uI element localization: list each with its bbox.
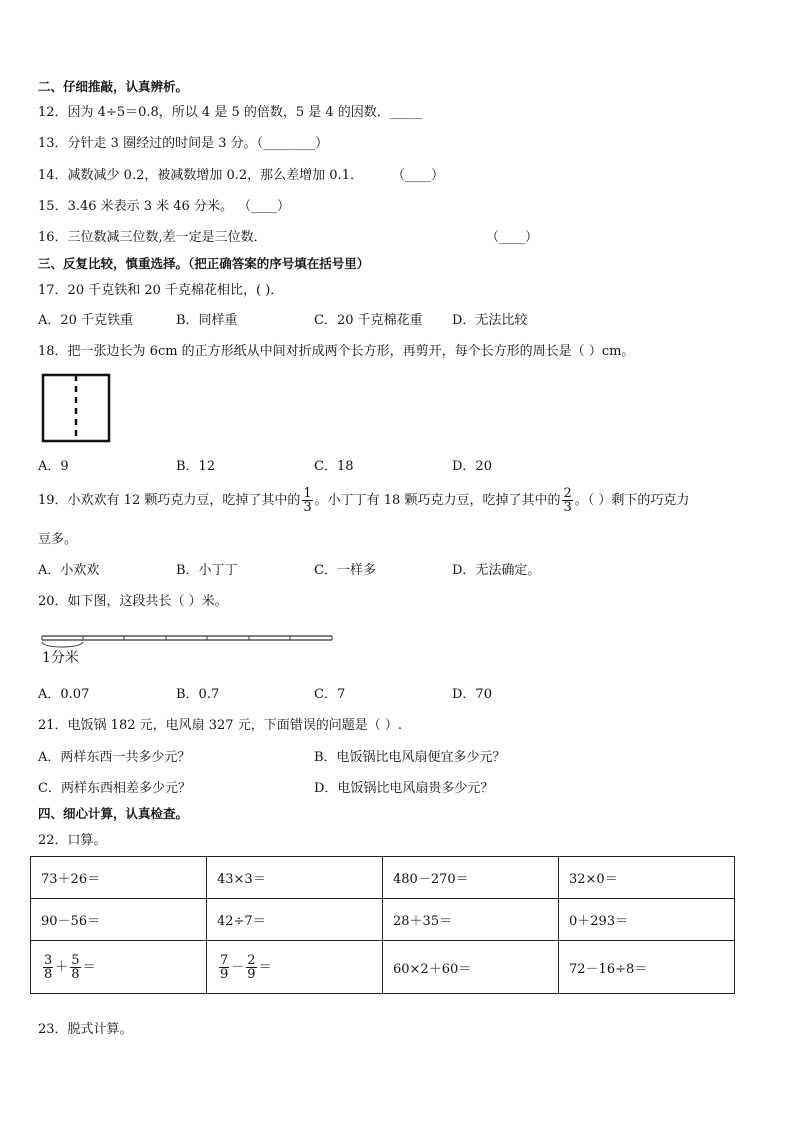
question-19 <box>38 484 689 518</box>
question-22: 22．口算。 <box>38 833 107 848</box>
q21-option-a: A．两样东西一共多少元？ <box>38 750 191 765</box>
q18-option-b: B．12 <box>176 459 216 474</box>
q20-option-d: D．70 <box>452 687 492 702</box>
q20-option-b: B．0.7 <box>176 687 220 702</box>
q17-option-c: C．20 千克棉花重 <box>314 313 423 328</box>
section-3-heading: 三、反复比较，慎重选择。（把正确答案的序号填在括号里） <box>38 256 370 271</box>
fraction-one-third: $\frac{1}{3}$ <box>303 486 312 515</box>
question-17: 17．20 千克铁和 20 千克棉花相比，( )． <box>38 283 284 298</box>
q20-option-c: C．7 <box>314 687 346 702</box>
q17-option-b: B．同样重 <box>176 313 238 328</box>
q19-option-b: B．小丁丁 <box>176 563 238 578</box>
question-16-blank: （____） <box>486 230 539 245</box>
table-cell: 28＋35＝ <box>383 899 559 941</box>
table-cell: 72－16÷8＝ <box>559 941 735 994</box>
question-18: 18．把一张边长为 6cm 的正方形纸从中间对折成两个长方形，再剪开，每个长方形的周长是（ ）cm。 <box>38 344 635 359</box>
table-cell: 60×2＋60＝ <box>383 941 559 994</box>
ruler-label: 1分米 <box>42 650 79 666</box>
q19-option-a: A．小欢欢 <box>38 563 100 578</box>
fraction: $\frac{2}{9}$ <box>247 952 256 982</box>
q19-text-b: 。小丁丁有 18 颗巧克力豆，吃掉了其中的 <box>314 493 561 508</box>
question-19-line-2: 豆多。 <box>38 532 78 547</box>
question-15: 15．3.46 米表示 3 米 46 分米。 <box>38 199 233 214</box>
table-cell-fraction-sum: $\frac{3}{8}$ ＋ $\frac{5}{8}$ ＝ <box>31 941 207 994</box>
mental-math-table <box>30 856 735 994</box>
question-21: 21．电饭锅 182 元，电风扇 327 元，下面错误的问题是（ ）. <box>38 718 402 733</box>
table-cell-fraction-diff: $\frac{7}{9}$ － $\frac{2}{9}$ ＝ <box>207 941 383 994</box>
fraction: $\frac{7}{9}$ <box>220 952 229 982</box>
q19-text-c: 。（ ）剩下的巧克力 <box>574 493 690 508</box>
table-cell: 32×0＝ <box>559 857 735 899</box>
table-row <box>31 857 735 899</box>
question-16: 16．三位数减三位数,差一定是三位数． <box>38 230 267 245</box>
fraction: $\frac{5}{8}$ <box>71 952 80 982</box>
ruler-segment-figure <box>38 628 338 652</box>
section-2-heading: 二、仔细推敲，认真辨析。 <box>38 79 189 94</box>
table-row <box>31 941 735 994</box>
fraction-two-thirds: $\frac{2}{3}$ <box>563 486 572 515</box>
q18-option-a: A．9 <box>38 459 69 474</box>
fraction: $\frac{3}{8}$ <box>44 952 53 982</box>
q20-option-a: A．0.07 <box>38 687 90 702</box>
q21-option-d: D．电饭锅比电风扇贵多少元？ <box>314 781 494 796</box>
question-14-blank: （____） <box>392 168 445 183</box>
table-cell: 73＋26＝ <box>31 857 207 899</box>
folded-square-figure <box>40 372 112 444</box>
q19-text-a: 19．小欢欢有 12 颗巧克力豆，吃掉了其中的 <box>38 493 301 508</box>
section-4-heading: 四、细心计算，认真检查。 <box>38 806 189 821</box>
question-15-blank: （____） <box>238 199 291 214</box>
q17-option-d: D．无法比较 <box>452 313 528 328</box>
table-cell: 43×3＝ <box>207 857 383 899</box>
table-cell: 90－56＝ <box>31 899 207 941</box>
table-cell: 0＋293＝ <box>559 899 735 941</box>
table-cell: 480－270＝ <box>383 857 559 899</box>
question-14: 14．减数减少 0.2，被减数增加 0.2，那么差增加 0.1． <box>38 168 363 183</box>
question-20: 20．如下图，这段共长（ ）米。 <box>38 594 228 609</box>
q21-option-b: B．电饭锅比电风扇便宜多少元？ <box>314 750 506 765</box>
q18-option-c: C．18 <box>314 459 354 474</box>
q19-option-c: C．一样多 <box>314 563 376 578</box>
q19-option-d: D．无法确定。 <box>452 563 541 578</box>
q21-option-c: C．两样东西相差多少元？ <box>38 781 191 796</box>
table-cell: 42÷7＝ <box>207 899 383 941</box>
table-row <box>31 899 735 941</box>
question-12: 12．因为 4÷5＝0.8，所以 4 是 5 的倍数，5 是 4 的因数．_____ <box>38 105 423 120</box>
question-13: 13．分针走 3 圈经过的时间是 3 分。（________） <box>38 136 329 151</box>
question-23: 23．脱式计算。 <box>38 1022 133 1037</box>
q18-option-d: D．20 <box>452 459 492 474</box>
q17-option-a: A．20 千克铁重 <box>38 313 134 328</box>
